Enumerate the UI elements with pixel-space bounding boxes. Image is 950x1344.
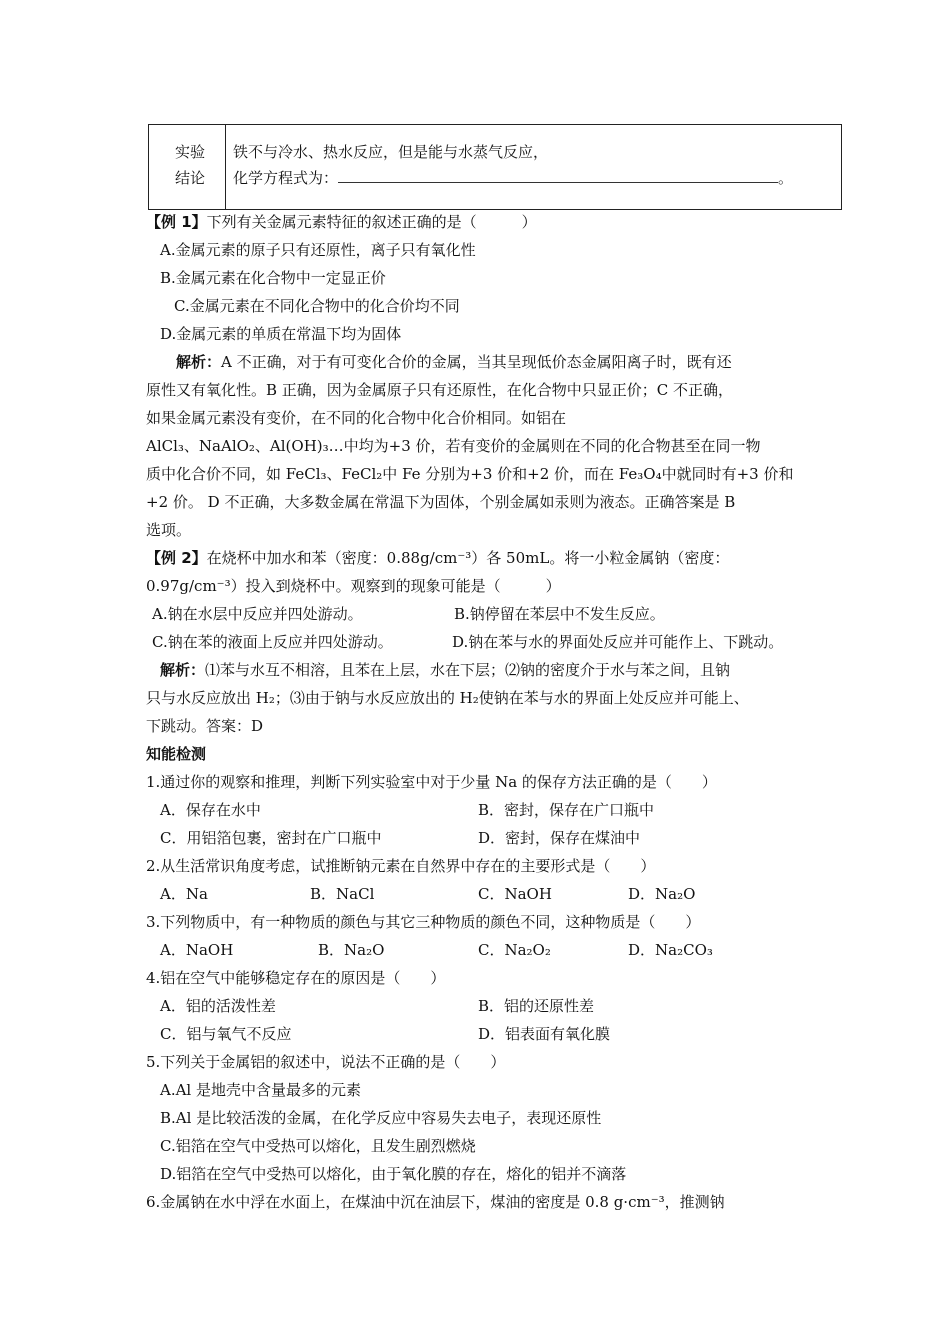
example-1-analysis-line-4: AlCl₃、NaAlO₂、Al(OH)₃…中均为+3 价，若有变价的金属则在不同的化合物甚至在同一物 (146, 437, 761, 455)
conclusion-line-1: 铁不与冷水、热水反应，但是能与水蒸气反应， (233, 143, 549, 161)
example-2-option-b: B.钠停留在苯层中不发生反应。 (454, 605, 665, 623)
example-1-analysis-line-5: 质中化合价不同，如 FeCl₃、FeCl₂中 Fe 分别为+3 价和+2 价，而在 Fe₃O₄中就同时有+3 价和 (146, 465, 794, 483)
example-1-option-c: C.金属元素在不同化合物中的化合价均不同 (174, 297, 460, 315)
table-content-cell (233, 125, 841, 209)
header-line-1: 实验 (175, 143, 206, 161)
table-header-cell (149, 125, 226, 209)
question-4-option-b: B．铝的还原性差 (478, 997, 595, 1015)
question-4-option-a: A．铝的活泼性差 (160, 997, 276, 1015)
example-1-option-b: B.金属元素在化合物中一定显正价 (160, 269, 386, 287)
section-title: 知能检测 (146, 745, 207, 763)
question-1-option-b: B．密封，保存在广口瓶中 (478, 801, 655, 819)
example-1-option-a: A.金属元素的原子只有还原性，离子只有氧化性 (160, 241, 476, 259)
header-line-2: 结论 (175, 169, 206, 187)
example-1-analysis-line-1: 解析：A 不正确，对于有可变化合价的金属，当其呈现低价态金属阳离子时，既有还 (176, 353, 732, 371)
question-3-option-c: C．Na₂O₂ (478, 941, 551, 959)
question-1-stem: 1.通过你的观察和推理，判断下列实验室中对于少量 Na 的保存方法正确的是（ ） (146, 773, 717, 791)
example-2-stem-line-1: 【例 2】在烧杯中加水和苯（密度：0.88g/cm⁻³）各 50mL。将一小粒金属钠（密度： (146, 549, 730, 567)
equation-prefix: 化学方程式为： (233, 169, 339, 187)
question-5-option-a: A.Al 是地壳中含量最多的元素 (160, 1081, 361, 1099)
equation-suffix: 。 (778, 169, 794, 187)
question-3-stem: 3.下列物质中，有一种物质的颜色与其它三种物质的颜色不同，这种物质是（ ） (146, 913, 701, 931)
conclusion-line-2 (233, 167, 833, 188)
question-1-option-a: A．保存在水中 (160, 801, 261, 819)
question-5-option-b: B.Al 是比较活泼的金属，在化学反应中容易失去电子，表现还原性 (160, 1109, 602, 1127)
example-2-analysis-line-3: 下跳动。答案：D (146, 717, 264, 735)
example-1-analysis-line-3: 如果金属元素没有变价，在不同的化合物中化合价相同。如铝在 (146, 409, 567, 427)
example-1-analysis-line-6: +2 价。 D 不正确，大多数金属在常温下为固体，个别金属如汞则为液态。正确答案是 B (146, 493, 736, 511)
experiment-conclusion-table (148, 124, 842, 210)
example-2-option-d: D.钠在苯与水的界面处反应并可能作上、下跳动。 (452, 633, 784, 651)
question-5-stem: 5.下列关于金属铝的叙述中，说法不正确的是（ ） (146, 1053, 506, 1071)
question-4-stem: 4.铝在空气中能够稳定存在的原因是（ ） (146, 969, 446, 987)
question-2-option-c: C．NaOH (478, 885, 552, 903)
question-5-option-c: C.铝箔在空气中受热可以熔化，且发生剧烈燃烧 (160, 1137, 476, 1155)
analysis-label-2: 解析： (160, 661, 206, 679)
question-3-option-b: B．Na₂O (318, 941, 385, 959)
example-1-analysis-line-7: 选项。 (146, 521, 192, 539)
example-1-stem: 【例 1】下列有关金属元素特征的叙述正确的是（ ） (146, 213, 537, 231)
question-2-stem: 2.从生活常识角度考虑，试推断钠元素在自然界中存在的主要形式是（ ） (146, 857, 656, 875)
example-1-option-d: D.金属元素的单质在常温下均为固体 (160, 325, 402, 343)
question-2-option-b: B．NaCl (310, 885, 375, 903)
example-2-stem-line-2: 0.97g/cm⁻³）投入到烧杯中。观察到的现象可能是（ ） (146, 577, 561, 595)
question-4-option-d: D．铝表面有氧化膜 (478, 1025, 611, 1043)
example-1-analysis-line-2: 原性又有氧化性。B 正确，因为金属原子只有还原性，在化合物中只显正价；C 不正确， (146, 381, 734, 399)
example-2-option-c: C.钠在苯的液面上反应并四处游动。 (152, 633, 393, 651)
example-2-label: 【例 2】 (146, 549, 207, 567)
question-3-option-d: D．Na₂CO₃ (628, 941, 713, 959)
question-2-option-d: D．Na₂O (628, 885, 696, 903)
example-1-label: 【例 1】 (146, 213, 207, 231)
question-1-option-d: D．密封，保存在煤油中 (478, 829, 641, 847)
question-2-option-a: A．Na (160, 885, 208, 903)
analysis-label: 解析： (176, 353, 222, 371)
example-2-analysis-line-1: 解析：⑴苯与水互不相溶，且苯在上层，水在下层；⑵钠的密度介于水与苯之间，且钠 (160, 661, 731, 679)
example-2-analysis-line-2: 只与水反应放出 H₂；⑶由于钠与水反应放出的 H₂使钠在苯与水的界面上处反应并可能上、 (146, 689, 749, 707)
equation-blank[interactable] (338, 168, 778, 183)
question-6-stem: 6.金属钠在水中浮在水面上，在煤油中沉在油层下，煤油的密度是 0.8 g·cm⁻³，推测钠 (146, 1193, 725, 1211)
question-1-option-c: C．用铝箔包裹，密封在广口瓶中 (160, 829, 382, 847)
question-3-option-a: A．NaOH (160, 941, 234, 959)
question-4-option-c: C．铝与氧气不反应 (160, 1025, 292, 1043)
question-5-option-d: D.铝箔在空气中受热可以熔化，由于氧化膜的存在，熔化的铝并不滴落 (160, 1165, 627, 1183)
example-2-option-a: A.钠在水层中反应并四处游动。 (152, 605, 363, 623)
